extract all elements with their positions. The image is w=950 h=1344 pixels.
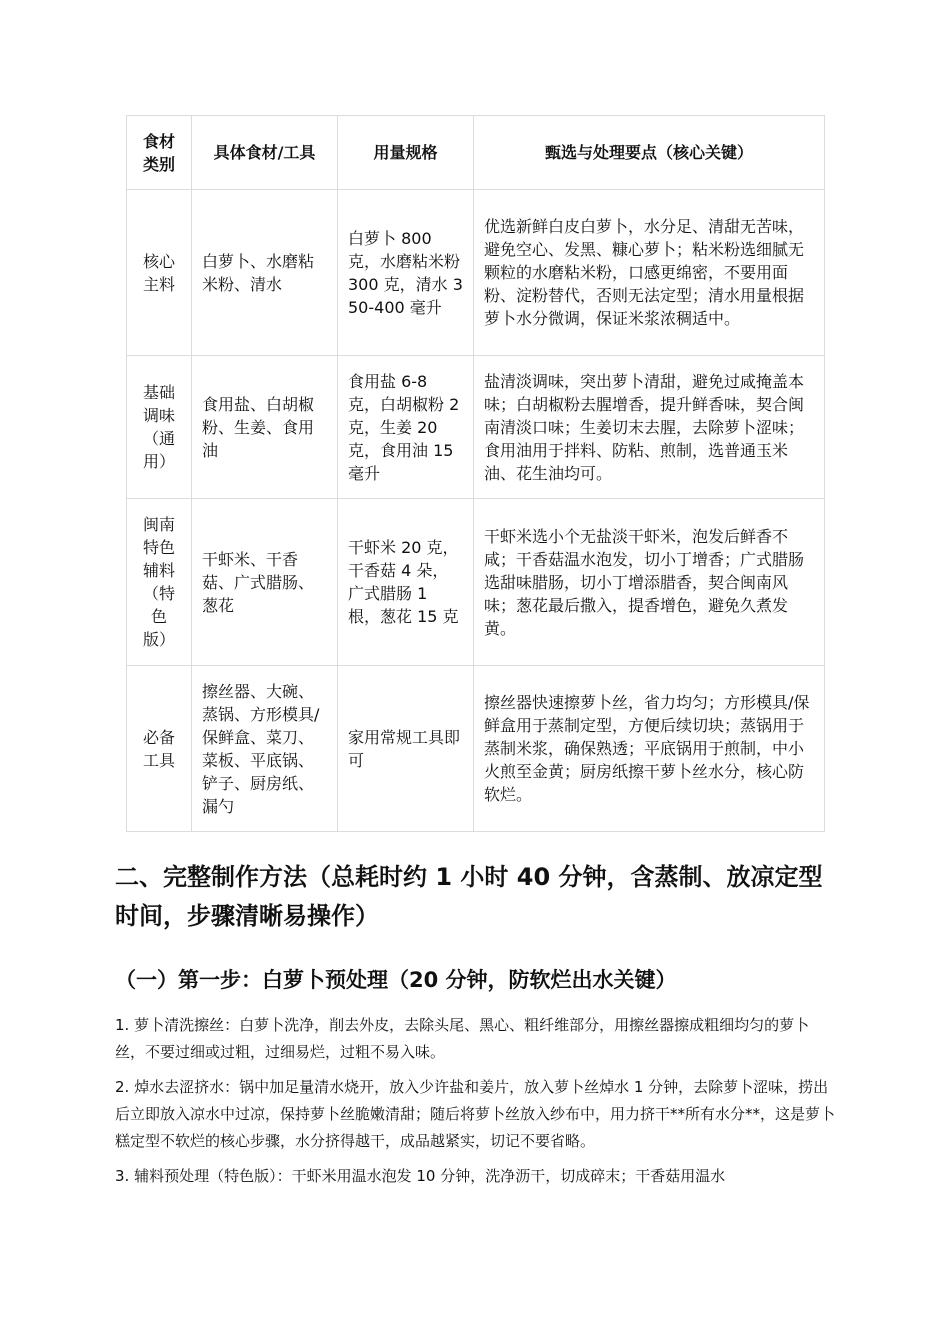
- row-items: 擦丝器、大碗、蒸锅、方形模具/保鲜盒、菜刀、菜板、平底锅、铲子、厨房纸、漏勺: [192, 666, 338, 832]
- row-notes: 优选新鲜白皮白萝卜，水分足、清甜无苦味，避免空心、发黑、糠心萝卜；粘米粉选细腻无颗粒的水磨粘米粉，口感更绵密，不要用面粉、淀粉替代，否则无法定型；清水用量根据萝卜水分微调，保证米浆浓稠适中。: [474, 190, 825, 356]
- row-category: 必备 工具: [127, 666, 192, 832]
- header-category: 食材 类别: [127, 116, 192, 190]
- table-header-row: [127, 116, 825, 190]
- row-items: 食用盐、白胡椒粉、生姜、食用油: [192, 356, 338, 499]
- row-amount: 白萝卜 800 克，水磨粘米粉 300 克，清水 350-400 毫升: [338, 190, 474, 356]
- table-row: [127, 666, 825, 832]
- row-category: 闽南 特色 辅料 （特 色 版）: [127, 499, 192, 666]
- list-item: 2. 焯水去涩挤水：锅中加足量清水烧开，放入少许盐和姜片，放入萝卜丝焯水 1 分钟，去除萝卜涩味，捞出后立即放入凉水中过凉，保持萝卜丝脆嫩清甜；随后将萝卜丝放入纱布中，用力挤干**所有水分**，这是萝卜糕定型不软烂的核心步骤，水分挤得越干，成品越紧实，切记不要省略。: [115, 1078, 836, 1150]
- list-item: 3. 辅料预处理（特色版）：干虾米用温水泡发 10 分钟，洗净沥干，切成碎末；干香菇用温水: [115, 1167, 726, 1185]
- section-title: 二、完整制作方法（总耗时约 1 小时 40 分钟，含蒸制、放凉定型时间，步骤清晰易操作）: [115, 863, 823, 930]
- table-row: [127, 356, 825, 499]
- row-amount: 干虾米 20 克，干香菇 4 朵，广式腊肠 1 根，葱花 15 克: [338, 499, 474, 666]
- row-category: 基础 调味 （通 用）: [127, 356, 192, 499]
- table-row: [127, 190, 825, 356]
- row-amount: 食用盐 6-8 克，白胡椒粉 2 克，生姜 20 克，食用油 15 毫升: [338, 356, 474, 499]
- row-notes: 盐清淡调味，突出萝卜清甜，避免过咸掩盖本味；白胡椒粉去腥增香，提升鲜香味，契合闽南清淡口味；生姜切末去腥，去除萝卜涩味；食用油用于拌料、防粘、煎制，选普通玉米油、花生油均可。: [474, 356, 825, 499]
- row-notes: 擦丝器快速擦萝卜丝，省力均匀；方形模具/保鲜盒用于蒸制定型，方便后续切块；蒸锅用于蒸制米浆，确保熟透；平底锅用于煎制，中小火煎至金黄；厨房纸擦干萝卜丝水分，核心防软烂。: [474, 666, 825, 832]
- header-amount: 用量规格: [338, 116, 474, 190]
- row-notes: 干虾米选小个无盐淡干虾米，泡发后鲜香不咸；干香菇温水泡发，切小丁增香；广式腊肠选甜味腊肠，切小丁增添腊香，契合闽南风味；葱花最后撒入，提香增色，避免久煮发黄。: [474, 499, 825, 666]
- list-item: 1. 萝卜清洗擦丝：白萝卜洗净，削去外皮，去除头尾、黑心、粗纤维部分，用擦丝器擦成粗细均匀的萝卜丝，不要过细或过粗，过细易烂，过粗不易入味。: [115, 1016, 810, 1061]
- row-amount: 家用常规工具即可: [338, 666, 474, 832]
- table-row: [127, 499, 825, 666]
- steps-list: [115, 1012, 837, 1198]
- row-items: 干虾米、干香菇、广式腊肠、葱花: [192, 499, 338, 666]
- ingredients-table: [126, 115, 825, 832]
- sub-title: （一）第一步：白萝卜预处理（20 分钟，防软烂出水关键）: [115, 968, 677, 992]
- row-category: 核心 主料: [127, 190, 192, 356]
- header-items: 具体食材/工具: [192, 116, 338, 190]
- header-notes: 甄选与处理要点（核心关键）: [474, 116, 825, 190]
- row-items: 白萝卜、水磨粘米粉、清水: [192, 190, 338, 356]
